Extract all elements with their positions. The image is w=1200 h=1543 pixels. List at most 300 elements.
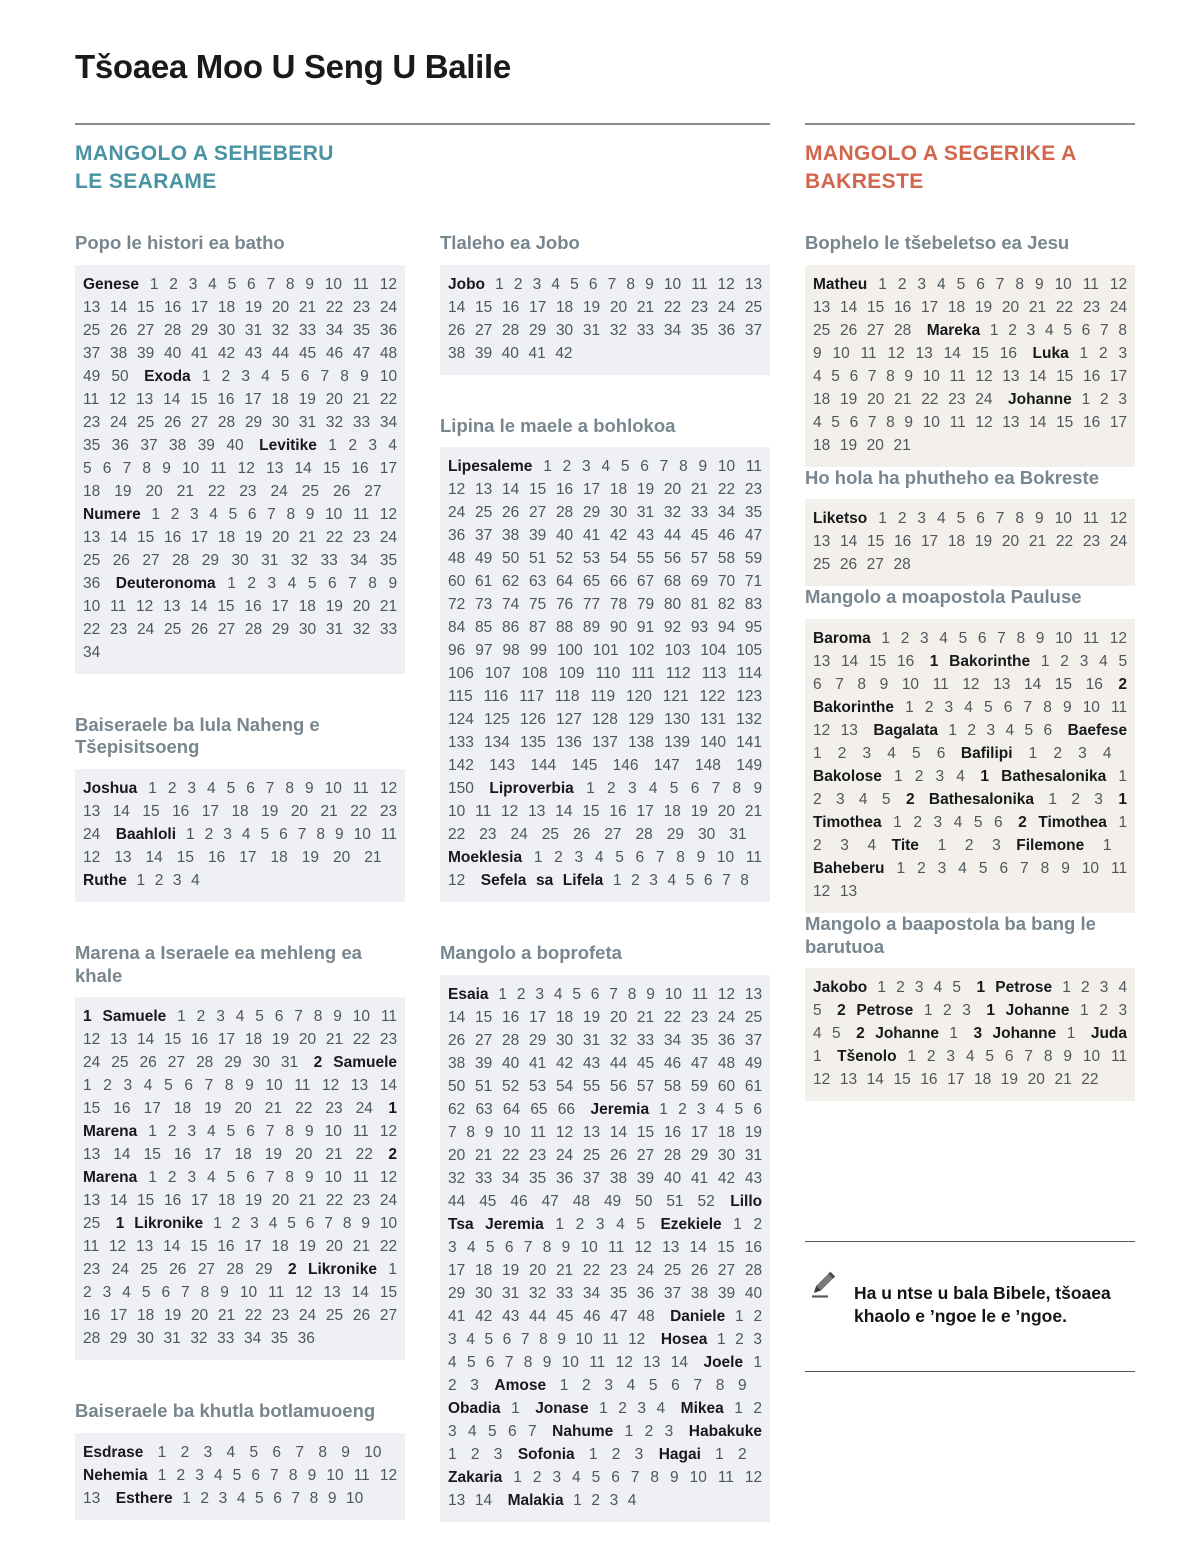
chapter-number[interactable]: 1: [1040, 653, 1050, 671]
chapter-number[interactable]: 3: [914, 979, 924, 997]
chapter-number[interactable]: 2: [167, 1169, 177, 1187]
chapter-number[interactable]: 21: [298, 528, 317, 546]
chapter-number[interactable]: 10: [346, 1489, 364, 1507]
chapter-number[interactable]: 100: [556, 642, 583, 660]
chapter-number[interactable]: 4: [207, 780, 216, 798]
chapter-number[interactable]: 127: [556, 711, 582, 729]
chapter-number[interactable]: 9: [646, 986, 655, 1004]
chapter-number[interactable]: 78: [609, 596, 628, 614]
chapter-number[interactable]: 17: [109, 1307, 128, 1325]
chapter-number[interactable]: 58: [663, 1078, 682, 1096]
chapter-number[interactable]: 44: [529, 1308, 547, 1326]
chapter-number[interactable]: 113: [701, 665, 727, 683]
chapter-number[interactable]: 15: [136, 1192, 155, 1210]
chapter-number[interactable]: 2: [1008, 321, 1017, 339]
chapter-number[interactable]: 22: [921, 390, 939, 408]
chapter-number[interactable]: 28: [501, 321, 520, 339]
chapter-number[interactable]: 25: [582, 1147, 601, 1165]
chapter-number[interactable]: 2: [532, 1469, 542, 1487]
chapter-number[interactable]: 19: [501, 1262, 520, 1280]
chapter-number[interactable]: 16: [663, 1124, 682, 1142]
chapter-number[interactable]: 1: [588, 1446, 598, 1464]
chapter-number[interactable]: 12: [1109, 510, 1128, 528]
chapter-number[interactable]: 11: [1082, 510, 1099, 528]
chapter-number[interactable]: 5: [1063, 321, 1072, 339]
chapter-number[interactable]: 27: [136, 321, 155, 339]
chapter-number[interactable]: 1: [448, 1446, 457, 1464]
chapter-number[interactable]: 15: [528, 481, 547, 499]
chapter-number[interactable]: 8: [285, 275, 295, 293]
chapter-number[interactable]: 4: [208, 275, 217, 293]
chapter-number[interactable]: 29: [528, 1032, 547, 1050]
chapter-number[interactable]: 21: [1028, 533, 1047, 551]
chapter-number[interactable]: 24: [379, 298, 398, 316]
chapter-number[interactable]: 32: [325, 413, 344, 431]
chapter-number[interactable]: 11: [210, 459, 227, 477]
chapter-number[interactable]: 60: [448, 573, 466, 591]
chapter-number[interactable]: 23: [379, 803, 398, 821]
chapter-number[interactable]: 7: [722, 872, 731, 890]
chapter-number[interactable]: 2: [813, 837, 822, 855]
chapter-number[interactable]: 44: [448, 1193, 466, 1211]
chapter-number[interactable]: 9: [813, 344, 822, 362]
chapter-number[interactable]: 6: [305, 1215, 315, 1233]
chapter-number[interactable]: 52: [501, 1078, 520, 1096]
chapter-number[interactable]: 5: [984, 699, 993, 717]
chapter-number[interactable]: 56: [609, 1078, 628, 1096]
chapter-number[interactable]: 46: [510, 1193, 528, 1211]
chapter-number[interactable]: 38: [448, 344, 466, 362]
chapter-number[interactable]: 2: [964, 837, 974, 855]
chapter-number[interactable]: 3: [189, 505, 199, 523]
chapter-number[interactable]: 9: [542, 1354, 552, 1372]
chapter-number[interactable]: 7: [265, 780, 275, 798]
chapter-number[interactable]: 5: [1024, 722, 1034, 740]
chapter-number[interactable]: 1: [559, 1377, 569, 1395]
chapter-number[interactable]: 20: [295, 1146, 313, 1164]
chapter-number[interactable]: 10: [265, 1077, 283, 1095]
chapter-number[interactable]: 6: [274, 1008, 284, 1026]
chapter-number[interactable]: 9: [1062, 699, 1072, 717]
chapter-number[interactable]: 3: [574, 849, 584, 867]
chapter-number[interactable]: 48: [717, 1055, 736, 1073]
chapter-number[interactable]: 8: [286, 505, 296, 523]
chapter-number[interactable]: 16: [501, 298, 520, 316]
chapter-number[interactable]: 31: [729, 826, 747, 844]
chapter-number[interactable]: 15: [143, 1146, 161, 1164]
chapter-number[interactable]: 8: [857, 676, 867, 694]
chapter-number[interactable]: 6: [849, 367, 859, 385]
chapter-number[interactable]: 1: [177, 1008, 186, 1026]
chapter-number[interactable]: 38: [448, 1055, 466, 1073]
chapter-number[interactable]: 18: [663, 803, 681, 821]
chapter-number[interactable]: 13: [136, 390, 154, 408]
chapter-number[interactable]: 18: [231, 803, 249, 821]
chapter-number[interactable]: 2: [926, 1048, 936, 1066]
chapter-number[interactable]: 8: [309, 1489, 319, 1507]
chapter-number[interactable]: 19: [690, 803, 708, 821]
chapter-number[interactable]: 10: [1081, 860, 1100, 878]
chapter-number[interactable]: 25: [111, 1054, 129, 1072]
chapter-number[interactable]: 11: [353, 1466, 370, 1484]
chapter-number[interactable]: 10: [364, 1443, 382, 1461]
chapter-number[interactable]: 26: [839, 321, 858, 339]
chapter-number[interactable]: 4: [1005, 722, 1015, 740]
chapter-number[interactable]: 109: [558, 665, 585, 683]
chapter-number[interactable]: 29: [190, 321, 209, 339]
chapter-number[interactable]: 3: [1118, 390, 1128, 408]
chapter-number[interactable]: 14: [136, 1031, 155, 1049]
chapter-number[interactable]: 14: [351, 1284, 369, 1302]
chapter-number[interactable]: 6: [161, 1284, 171, 1302]
chapter-number[interactable]: 45: [479, 1193, 497, 1211]
chapter-number[interactable]: 149: [736, 757, 763, 775]
chapter-number[interactable]: 4: [466, 1239, 476, 1257]
chapter-number[interactable]: 28: [244, 620, 263, 638]
chapter-number[interactable]: 7: [693, 1377, 703, 1395]
chapter-number[interactable]: 5: [958, 630, 968, 648]
chapter-number[interactable]: 5: [985, 1048, 995, 1066]
chapter-number[interactable]: 6: [300, 367, 310, 385]
chapter-number[interactable]: 8: [285, 780, 295, 798]
chapter-number[interactable]: 41: [448, 1308, 466, 1326]
chapter-number[interactable]: 27: [717, 1262, 736, 1280]
chapter-number[interactable]: 27: [474, 1032, 493, 1050]
chapter-number[interactable]: 34: [717, 504, 736, 522]
chapter-number[interactable]: 2: [678, 1101, 687, 1119]
chapter-number[interactable]: 22: [352, 1031, 371, 1049]
chapter-number[interactable]: 31: [163, 1330, 181, 1348]
chapter-number[interactable]: 18: [217, 528, 236, 546]
chapter-number[interactable]: 21: [176, 482, 194, 500]
chapter-number[interactable]: 12: [555, 1124, 574, 1142]
chapter-number[interactable]: 3: [835, 791, 845, 809]
chapter-number[interactable]: 2: [582, 1377, 591, 1395]
chapter-number[interactable]: 23: [239, 482, 257, 500]
chapter-number[interactable]: 59: [744, 550, 763, 568]
chapter-number[interactable]: 47: [541, 1193, 559, 1211]
chapter-number[interactable]: 1: [894, 768, 903, 786]
chapter-number[interactable]: 13: [582, 1124, 601, 1142]
chapter-number[interactable]: 22: [1081, 1071, 1099, 1089]
chapter-number[interactable]: 11: [745, 458, 762, 476]
chapter-number[interactable]: 39: [197, 436, 215, 454]
chapter-number[interactable]: 25: [301, 482, 319, 500]
chapter-number[interactable]: 10: [448, 803, 466, 821]
chapter-number[interactable]: 7: [1100, 321, 1109, 339]
chapter-number[interactable]: 9: [360, 367, 369, 385]
chapter-number[interactable]: 6: [671, 1377, 680, 1395]
chapter-number[interactable]: 47: [352, 344, 371, 362]
chapter-number[interactable]: 12: [108, 390, 127, 408]
chapter-number[interactable]: 76: [555, 596, 574, 614]
chapter-number[interactable]: 6: [976, 275, 985, 293]
chapter-number[interactable]: 15: [971, 344, 989, 362]
chapter-number[interactable]: 21: [894, 390, 912, 408]
chapter-number[interactable]: 2: [631, 872, 640, 890]
chapter-number[interactable]: 8: [523, 1354, 533, 1372]
chapter-number[interactable]: 7: [295, 1443, 304, 1461]
chapter-number[interactable]: 2: [1099, 1002, 1108, 1020]
chapter-number[interactable]: 6: [703, 872, 713, 890]
chapter-number[interactable]: 24: [136, 620, 155, 638]
chapter-number[interactable]: 4: [937, 275, 946, 293]
chapter-number[interactable]: 15: [869, 653, 887, 671]
chapter-number[interactable]: 37: [140, 436, 158, 454]
chapter-number[interactable]: 33: [636, 1032, 655, 1050]
chapter-number[interactable]: 19: [582, 1009, 601, 1027]
chapter-number[interactable]: 62: [501, 573, 520, 591]
chapter-number[interactable]: 4: [191, 872, 200, 890]
chapter-number[interactable]: 26: [190, 620, 209, 638]
chapter-number[interactable]: 13: [744, 275, 763, 293]
chapter-number[interactable]: 36: [111, 436, 129, 454]
chapter-number[interactable]: 2: [753, 1216, 763, 1234]
chapter-number[interactable]: 29: [224, 1054, 242, 1072]
chapter-number[interactable]: 1: [923, 1002, 933, 1020]
chapter-number[interactable]: 48: [379, 344, 398, 362]
chapter-number[interactable]: 3: [637, 1400, 647, 1418]
chapter-number[interactable]: 33: [298, 321, 317, 339]
chapter-number[interactable]: 32: [528, 1285, 547, 1303]
chapter-number[interactable]: 30: [271, 413, 290, 431]
chapter-number[interactable]: 3: [664, 1423, 674, 1441]
chapter-number[interactable]: 33: [690, 504, 709, 522]
chapter-number[interactable]: 77: [582, 596, 601, 614]
chapter-number[interactable]: 1: [734, 1400, 743, 1418]
chapter-number[interactable]: 6: [690, 780, 700, 798]
chapter-number[interactable]: 4: [1102, 745, 1112, 763]
chapter-number[interactable]: 10: [1082, 1048, 1101, 1066]
chapter-number[interactable]: 3: [1099, 979, 1109, 997]
chapter-number[interactable]: 13: [323, 1284, 341, 1302]
chapter-number[interactable]: 3: [946, 1048, 956, 1066]
chapter-number[interactable]: 30: [698, 826, 716, 844]
chapter-number[interactable]: 5: [255, 1008, 264, 1026]
chapter-number[interactable]: 8: [200, 1284, 210, 1302]
chapter-number[interactable]: 21: [298, 1192, 317, 1210]
chapter-number[interactable]: 98: [502, 642, 520, 660]
chapter-number[interactable]: 121: [662, 688, 689, 706]
chapter-number[interactable]: 23: [690, 298, 709, 316]
chapter-number[interactable]: 14: [501, 481, 520, 499]
chapter-number[interactable]: 13: [83, 803, 101, 821]
chapter-number[interactable]: 64: [555, 573, 574, 591]
chapter-number[interactable]: 13: [839, 883, 858, 901]
chapter-number[interactable]: 11: [860, 344, 877, 362]
chapter-number[interactable]: 25: [325, 1307, 344, 1325]
chapter-number[interactable]: 5: [973, 814, 983, 832]
chapter-number[interactable]: 1: [877, 979, 887, 997]
chapter-number[interactable]: 4: [122, 1284, 131, 1302]
chapter-number[interactable]: 2: [896, 979, 905, 997]
chapter-number[interactable]: 102: [628, 642, 655, 660]
chapter-number[interactable]: 3: [1079, 653, 1089, 671]
chapter-number[interactable]: 6: [508, 1423, 517, 1441]
chapter-number[interactable]: 19: [163, 1307, 182, 1325]
chapter-number[interactable]: 12: [628, 1331, 646, 1349]
chapter-number[interactable]: 5: [232, 1466, 242, 1484]
chapter-number[interactable]: 35: [352, 321, 371, 339]
chapter-number[interactable]: 40: [501, 1055, 520, 1073]
chapter-number[interactable]: 37: [582, 1170, 601, 1188]
chapter-number[interactable]: 2: [914, 768, 924, 786]
chapter-number[interactable]: 48: [637, 1308, 655, 1326]
chapter-number[interactable]: 14: [145, 849, 163, 867]
chapter-number[interactable]: 12: [975, 413, 993, 431]
chapter-number[interactable]: 8: [224, 1077, 234, 1095]
chapter-number[interactable]: 6: [251, 1466, 261, 1484]
chapter-number[interactable]: 18: [973, 1071, 992, 1089]
chapter-number[interactable]: 11: [268, 1284, 285, 1302]
chapter-number[interactable]: 17: [379, 459, 398, 477]
chapter-number[interactable]: 4: [268, 1215, 278, 1233]
chapter-number[interactable]: 16: [163, 298, 182, 316]
chapter-number[interactable]: 4: [813, 413, 822, 431]
chapter-number[interactable]: 18: [717, 1124, 736, 1142]
chapter-number[interactable]: 1: [1081, 390, 1091, 408]
chapter-number[interactable]: 117: [519, 688, 544, 706]
chapter-number[interactable]: 10: [922, 367, 940, 385]
chapter-number[interactable]: 13: [474, 481, 493, 499]
chapter-number[interactable]: 13: [109, 1031, 128, 1049]
chapter-number[interactable]: 16: [163, 528, 182, 546]
chapter-number[interactable]: 9: [904, 367, 914, 385]
chapter-number[interactable]: 8: [676, 849, 685, 867]
chapter-number[interactable]: 10: [664, 986, 682, 1004]
chapter-number[interactable]: 1: [513, 1469, 522, 1487]
chapter-number[interactable]: 12: [975, 367, 993, 385]
chapter-number[interactable]: 4: [715, 1101, 725, 1119]
chapter-number[interactable]: 7: [867, 413, 877, 431]
chapter-number[interactable]: 2: [735, 1331, 744, 1349]
chapter-number[interactable]: 110: [595, 665, 621, 683]
chapter-number[interactable]: 24: [717, 298, 736, 316]
chapter-number[interactable]: 5: [227, 275, 237, 293]
chapter-number[interactable]: 5: [831, 367, 840, 385]
chapter-number[interactable]: 23: [352, 528, 371, 546]
chapter-number[interactable]: 25: [541, 826, 559, 844]
chapter-number[interactable]: 10: [353, 826, 371, 844]
chapter-number[interactable]: 4: [207, 1169, 216, 1187]
chapter-number[interactable]: 5: [952, 979, 962, 997]
chapter-number[interactable]: 37: [744, 1032, 763, 1050]
chapter-number[interactable]: 12: [322, 1077, 340, 1095]
chapter-number[interactable]: 5: [260, 826, 270, 844]
chapter-number[interactable]: 9: [305, 1123, 314, 1141]
chapter-number[interactable]: 40: [501, 344, 519, 362]
chapter-number[interactable]: 2: [204, 826, 214, 844]
chapter-number[interactable]: 32: [290, 551, 309, 569]
chapter-number[interactable]: 81: [690, 596, 709, 614]
chapter-number[interactable]: 7: [609, 986, 618, 1004]
chapter-number[interactable]: 20: [1001, 533, 1020, 551]
chapter-number[interactable]: 34: [582, 1285, 601, 1303]
chapter-number[interactable]: 16: [217, 1238, 235, 1256]
chapter-number[interactable]: 11: [1082, 630, 1100, 648]
chapter-number[interactable]: 12: [237, 459, 255, 477]
chapter-number[interactable]: 2: [348, 436, 357, 454]
chapter-number[interactable]: 46: [325, 344, 344, 362]
chapter-number[interactable]: 96: [448, 642, 466, 660]
chapter-number[interactable]: 18: [173, 1100, 192, 1118]
chapter-number[interactable]: 46: [663, 1055, 682, 1073]
chapter-number[interactable]: 3: [840, 837, 849, 855]
chapter-number[interactable]: 7: [204, 1077, 214, 1095]
chapter-number[interactable]: 5: [255, 1489, 264, 1507]
chapter-number[interactable]: 89: [582, 619, 601, 637]
chapter-number[interactable]: 32: [448, 1170, 466, 1188]
chapter-number[interactable]: 42: [609, 527, 628, 545]
chapter-number[interactable]: 35: [609, 1285, 628, 1303]
chapter-number[interactable]: 31: [244, 321, 263, 339]
chapter-number[interactable]: 5: [591, 1469, 601, 1487]
chapter-number[interactable]: 14: [379, 1077, 398, 1095]
chapter-number[interactable]: 5: [912, 745, 921, 763]
chapter-number[interactable]: 20: [333, 849, 351, 867]
chapter-number[interactable]: 126: [520, 711, 546, 729]
chapter-number[interactable]: 24: [1109, 298, 1128, 316]
chapter-number[interactable]: 66: [557, 1101, 575, 1119]
chapter-number[interactable]: 4: [964, 699, 973, 717]
chapter-number[interactable]: 1: [555, 1216, 564, 1234]
chapter-number[interactable]: 25: [136, 413, 155, 431]
chapter-number[interactable]: 30: [717, 1147, 736, 1165]
chapter-number[interactable]: 129: [628, 711, 654, 729]
chapter-number[interactable]: 8: [313, 1008, 323, 1026]
chapter-number[interactable]: 33: [352, 413, 371, 431]
chapter-number[interactable]: 10: [324, 1123, 342, 1141]
chapter-number[interactable]: 11: [352, 505, 370, 523]
chapter-number[interactable]: 45: [298, 344, 317, 362]
chapter-number[interactable]: 9: [327, 1489, 337, 1507]
chapter-number[interactable]: 75: [528, 596, 547, 614]
chapter-number[interactable]: 20: [190, 1307, 209, 1325]
chapter-number[interactable]: 2: [231, 1215, 241, 1233]
chapter-number[interactable]: 9: [738, 1377, 747, 1395]
chapter-number[interactable]: 21: [474, 1147, 493, 1165]
chapter-number[interactable]: 17: [201, 803, 219, 821]
chapter-number[interactable]: 33: [320, 551, 338, 569]
chapter-number[interactable]: 6: [999, 860, 1009, 878]
chapter-number[interactable]: 65: [582, 573, 601, 591]
chapter-number[interactable]: 1: [881, 630, 891, 648]
chapter-number[interactable]: 5: [685, 872, 695, 890]
chapter-number[interactable]: 3: [604, 1377, 613, 1395]
chapter-number[interactable]: 21: [636, 1009, 655, 1027]
chapter-number[interactable]: 23: [690, 1009, 709, 1027]
chapter-number[interactable]: 68: [663, 573, 682, 591]
chapter-number[interactable]: 12: [744, 1469, 763, 1487]
chapter-number[interactable]: 3: [188, 275, 198, 293]
chapter-number[interactable]: 4: [953, 814, 963, 832]
chapter-number[interactable]: 35: [270, 1330, 289, 1348]
chapter-number[interactable]: 11: [1111, 699, 1128, 717]
chapter-number[interactable]: 3: [535, 986, 544, 1004]
chapter-number[interactable]: 18: [474, 1262, 493, 1280]
chapter-number[interactable]: 22: [663, 1009, 682, 1027]
chapter-number[interactable]: 7: [520, 1331, 530, 1349]
chapter-number[interactable]: 5: [307, 574, 317, 592]
chapter-number[interactable]: 15: [1056, 413, 1074, 431]
chapter-number[interactable]: 16: [217, 390, 235, 408]
chapter-number[interactable]: 8: [1118, 321, 1128, 339]
chapter-number[interactable]: 20: [325, 390, 343, 408]
chapter-number[interactable]: 13: [266, 459, 284, 477]
chapter-number[interactable]: 1: [937, 837, 947, 855]
chapter-number[interactable]: 6: [247, 505, 257, 523]
chapter-number[interactable]: 106: [448, 665, 474, 683]
